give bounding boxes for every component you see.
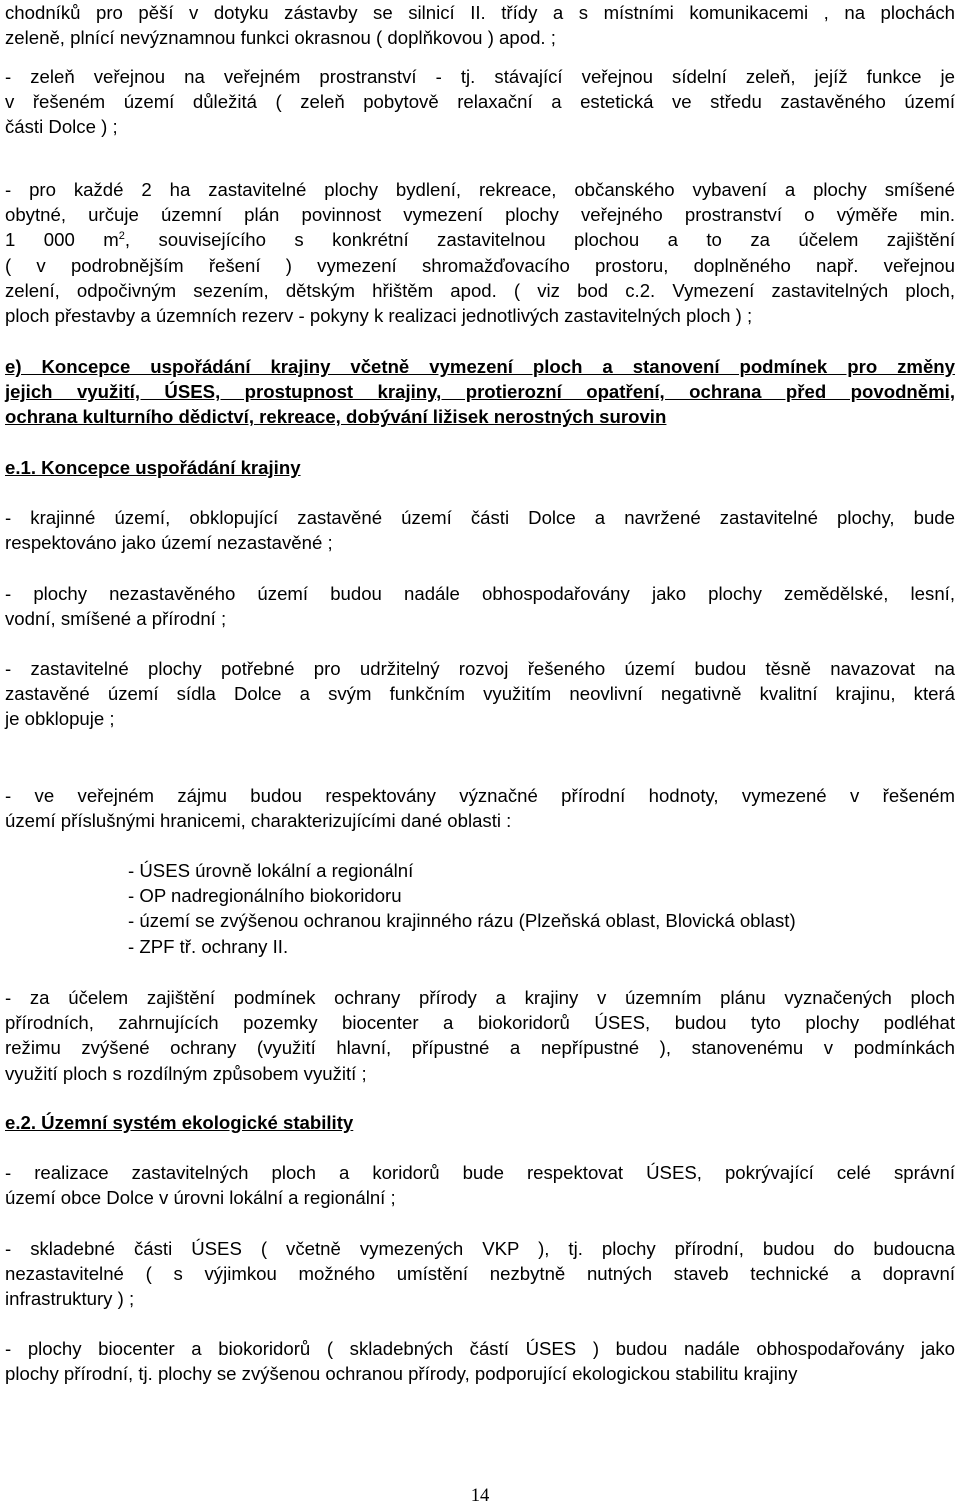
text-line: - plochy biocenter a biokoridorů ( skladebných částí ÚSES ) budou nadále obhospodařovány jako (5, 1338, 955, 1359)
paragraph-natural-values (5, 783, 955, 833)
text-line: chodníků pro pěší v dotyku zástavby se silnicí II. třídy a s místními komunikacemi , na plochách (5, 2, 955, 23)
paragraph-uses-parts (5, 1236, 955, 1312)
heading-e1 (5, 455, 955, 480)
text-line: území obce Dolce v úrovni lokální a regionální ; (5, 1187, 396, 1209)
paragraph-biocenters (5, 1336, 955, 1386)
text-line: infrastruktury ) ; (5, 1288, 135, 1310)
text-line: režimu zvýšené ochrany (využití hlavní, přípustné a nepřípustné ), stanovenému v podmínkách (5, 1037, 955, 1059)
text-line: obytné, určuje územní plán povinnost vymezení plochy veřejného prostranství o výměře min. (5, 204, 955, 226)
list-item: - ÚSES úrovně lokální a regionální (128, 860, 414, 881)
heading-line: e) Koncepce uspořádání krajiny včetně vymezení ploch a stanovení podmínek pro změny (5, 356, 955, 377)
text-line: ( v podrobnějším řešení ) vymezení shromažďovacího prostoru, doplněného např. veřejnou (5, 254, 955, 276)
paragraph-uses-respect (5, 1160, 955, 1210)
area-value: 1 000 m (5, 229, 119, 251)
paragraph-nature-protection (5, 985, 955, 1086)
text-line: plochy přírodní, tj. plochy se zvýšenou ochranou přírody, podporující ekologickou stabilitu krajiny (5, 1363, 798, 1385)
text-line: části Dolce ) ; (5, 116, 118, 138)
heading-e2 (5, 1110, 955, 1135)
text-line: zastavěné území sídla Dolce a svým funkčním využitím neovlivní negativně kvalitní krajinu, která (5, 683, 955, 705)
text-line: využití ploch s rozdílným způsobem využití ; (5, 1062, 367, 1084)
text-line: - ve veřejném zájmu budou respektovány význačné přírodní hodnoty, vymezené v řešeném (5, 785, 955, 806)
heading-line: jejich využití, ÚSES, prostupnost krajiny, protierozní opatření, ochrana před povodněmi, (5, 381, 955, 403)
text-line-area (5, 227, 955, 252)
text-line: - zastavitelné plochy potřebné pro udržitelný rozvoj řešeného území budou těsně navazovat na (5, 658, 955, 679)
text-line: respektováno jako území nezastavěné ; (5, 532, 333, 554)
paragraph-undeveloped-areas (5, 581, 955, 631)
bullet-list (128, 858, 796, 959)
heading-text: e.1. Koncepce uspořádání krajiny (5, 457, 301, 478)
text-line: nezastavitelné ( s výjimkou možného umístění nezbytně nutných staveb technické a dopravní (5, 1263, 955, 1285)
text-line: - realizace zastavitelných ploch a koridorů bude respektovat ÚSES, pokrývající celé správní (5, 1162, 955, 1183)
text-line: - zeleň veřejnou na veřejném prostranství - tj. stávající veřejnou sídelní zeleň, jejíž funkce je (5, 66, 955, 87)
text-line: území příslušnými hranicemi, charakterizujícími dané oblasti : (5, 810, 512, 832)
list-item: - OP nadregionálního biokoridoru (128, 885, 402, 907)
page-number: 14 (470, 1485, 490, 1506)
text-line: vodní, smíšené a přírodní ; (5, 608, 227, 630)
heading-section-e (5, 354, 955, 430)
area-text: , souvisejícího s konkrétní zastavitelnou plochou a to za účelem zajištění (124, 229, 955, 251)
text-line: - za účelem zajištění podmínek ochrany přírody a krajiny v územním plánu vyznačených ploch (5, 987, 955, 1008)
text-line: je obklopuje ; (5, 708, 115, 730)
paragraph-public-space-requirement (5, 177, 955, 328)
text-line: v řešeném území důležitá ( zeleň pobytově relaxační a estetická ve středu zastavěného území (5, 91, 955, 113)
text-line: ploch přestavby a územních rezerv - pokyny k realizaci jednotlivých zastavitelných ploch ) ; (5, 304, 753, 326)
text-line: přírodních, zahrnujících pozemky biocenter a biokoridorů ÚSES, budou tyto plochy podléhat (5, 1012, 955, 1034)
heading-text: e.2. Územní systém ekologické stability (5, 1112, 354, 1133)
text-line: zeleně, plnící nevýznamnou funkci okrasnou ( doplňkovou ) apod. ; (5, 27, 556, 49)
paragraph-sidewalks (5, 0, 955, 50)
text-line: - krajinné území, obklopující zastavěné území části Dolce a navržené zastavitelné plochy, bude (5, 507, 955, 528)
paragraph-landscape (5, 505, 955, 555)
list-item: - ZPF tř. ochrany II. (128, 935, 289, 957)
heading-line: ochrana kulturního dědictví, rekreace, dobývání ližisek nerostných surovin (5, 406, 667, 428)
paragraph-public-greenery (5, 64, 955, 140)
text-line: - skladebné části ÚSES ( včetně vymezených VKP ), tj. plochy přírodní, budou do budoucna (5, 1238, 955, 1259)
superscript: 2 (118, 230, 125, 243)
list-item: - území se zvýšenou ochranou krajinného rázu (Plzeňská oblast, Blovická oblast) (128, 910, 796, 932)
text-line: zelení, odpočivným sezením, dětským hřištěm apod. ( viz bod c.2. Vymezení zastavitelných ploch, (5, 279, 955, 301)
paragraph-development-areas (5, 656, 955, 732)
text-line: - pro každé 2 ha zastavitelné plochy bydlení, rekreace, občanského vybavení a plochy smíšené (5, 179, 955, 200)
text-line: - plochy nezastavěného území budou nadále obhospodařovány jako plochy zemědělské, lesní, (5, 583, 955, 604)
